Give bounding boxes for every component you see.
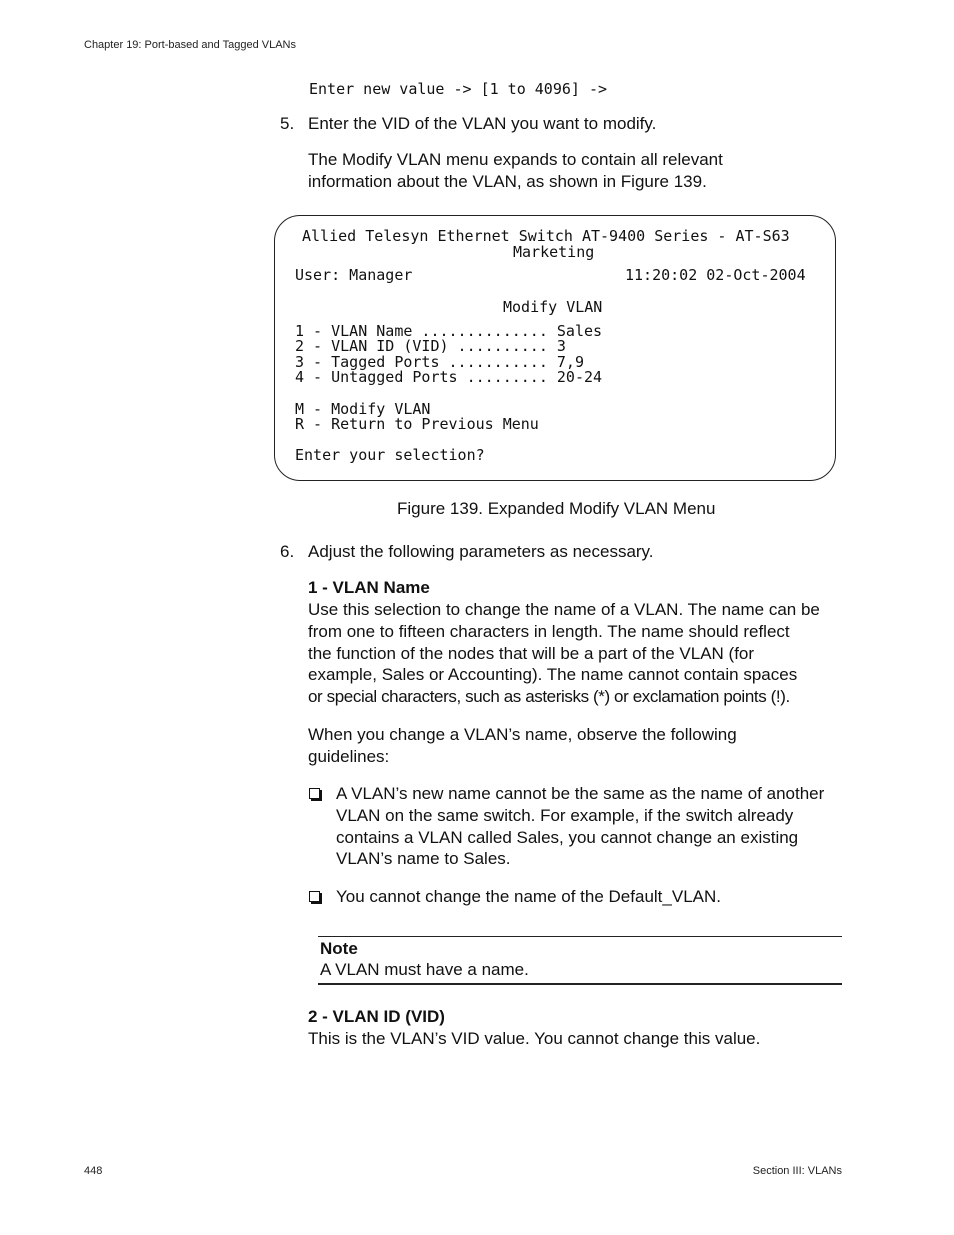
menu-item-tagged-ports: 3 - Tagged Ports ........... 7,9 [295, 353, 584, 371]
paragraph-line: This is the VLAN’s VID value. You cannot change this value. [308, 1029, 761, 1048]
menu-item-untagged-ports: 4 - Untagged Ports ......... 20-24 [295, 368, 603, 386]
paragraph-line: guidelines: [308, 747, 390, 766]
terminal-datetime: 11:20:02 02-Oct-2004 [625, 266, 806, 284]
note-top-rule [318, 936, 842, 937]
paragraph-line: information about the VLAN, as shown in Figure 139. [308, 172, 707, 191]
figure-caption: Figure 139. Expanded Modify VLAN Menu [397, 499, 716, 518]
paragraph-line: When you change a VLAN’s name, observe the following [308, 725, 737, 744]
prompt-line: Enter new value -> [1 to 4096] -> [309, 80, 608, 98]
footer-section: Section III: VLANs [752, 1165, 842, 1177]
note-bottom-rule [318, 983, 842, 985]
paragraph-line: or special characters, such as asterisks (*) or exclamation points (!). [308, 687, 790, 706]
step-number: 5. [280, 114, 295, 133]
terminal-user: User: Manager [295, 266, 413, 284]
paragraph-line: the function of the nodes that will be a part of the VLAN (for [308, 644, 755, 663]
note-label: Note [320, 939, 358, 958]
bullet-line: contains a VLAN called Sales, you cannot change an existing [336, 828, 799, 847]
menu-action-modify: M - Modify VLAN [295, 400, 431, 418]
menu-action-return: R - Return to Previous Menu [295, 415, 539, 433]
bullet-line: A VLAN’s new name cannot be the same as the name of another [336, 784, 825, 803]
paragraph-line: Use this selection to change the name of a VLAN. The name can be [308, 600, 820, 619]
bullet-line: VLAN’s name to Sales. [336, 849, 511, 868]
page-number: 448 [84, 1165, 103, 1177]
step-text: Enter the VID of the VLAN you want to modify. [308, 114, 657, 133]
paragraph-line: The Modify VLAN menu expands to contain all relevant [308, 150, 723, 169]
terminal-selection-prompt: Enter your selection? [295, 446, 485, 464]
note-text: A VLAN must have a name. [320, 960, 529, 979]
terminal-subtitle: Marketing [513, 243, 595, 261]
running-header: Chapter 19: Port-based and Tagged VLANs [84, 39, 296, 51]
terminal-menu-title: Modify VLAN [503, 298, 603, 316]
section-heading: 1 - VLAN Name [308, 578, 430, 597]
section-heading: 2 - VLAN ID (VID) [308, 1007, 445, 1026]
step-text: Adjust the following parameters as necessary. [308, 542, 654, 561]
checkbox-bullet-icon [309, 891, 320, 902]
bullet-line: VLAN on the same switch. For example, if the switch already [336, 806, 794, 825]
bullet-line: You cannot change the name of the Default_VLAN. [336, 887, 721, 906]
step-number: 6. [280, 542, 295, 561]
menu-item-vlan-id: 2 - VLAN ID (VID) .......... 3 [295, 337, 566, 355]
terminal-title: Allied Telesyn Ethernet Switch AT-9400 Series - AT-S63 [302, 227, 790, 245]
checkbox-bullet-icon [309, 788, 320, 799]
menu-item-vlan-name: 1 - VLAN Name .............. Sales [295, 322, 603, 340]
paragraph-line: from one to fifteen characters in length. The name should reflect [308, 622, 790, 641]
paragraph-line: example, Sales or Accounting). The name cannot contain spaces [308, 665, 798, 684]
